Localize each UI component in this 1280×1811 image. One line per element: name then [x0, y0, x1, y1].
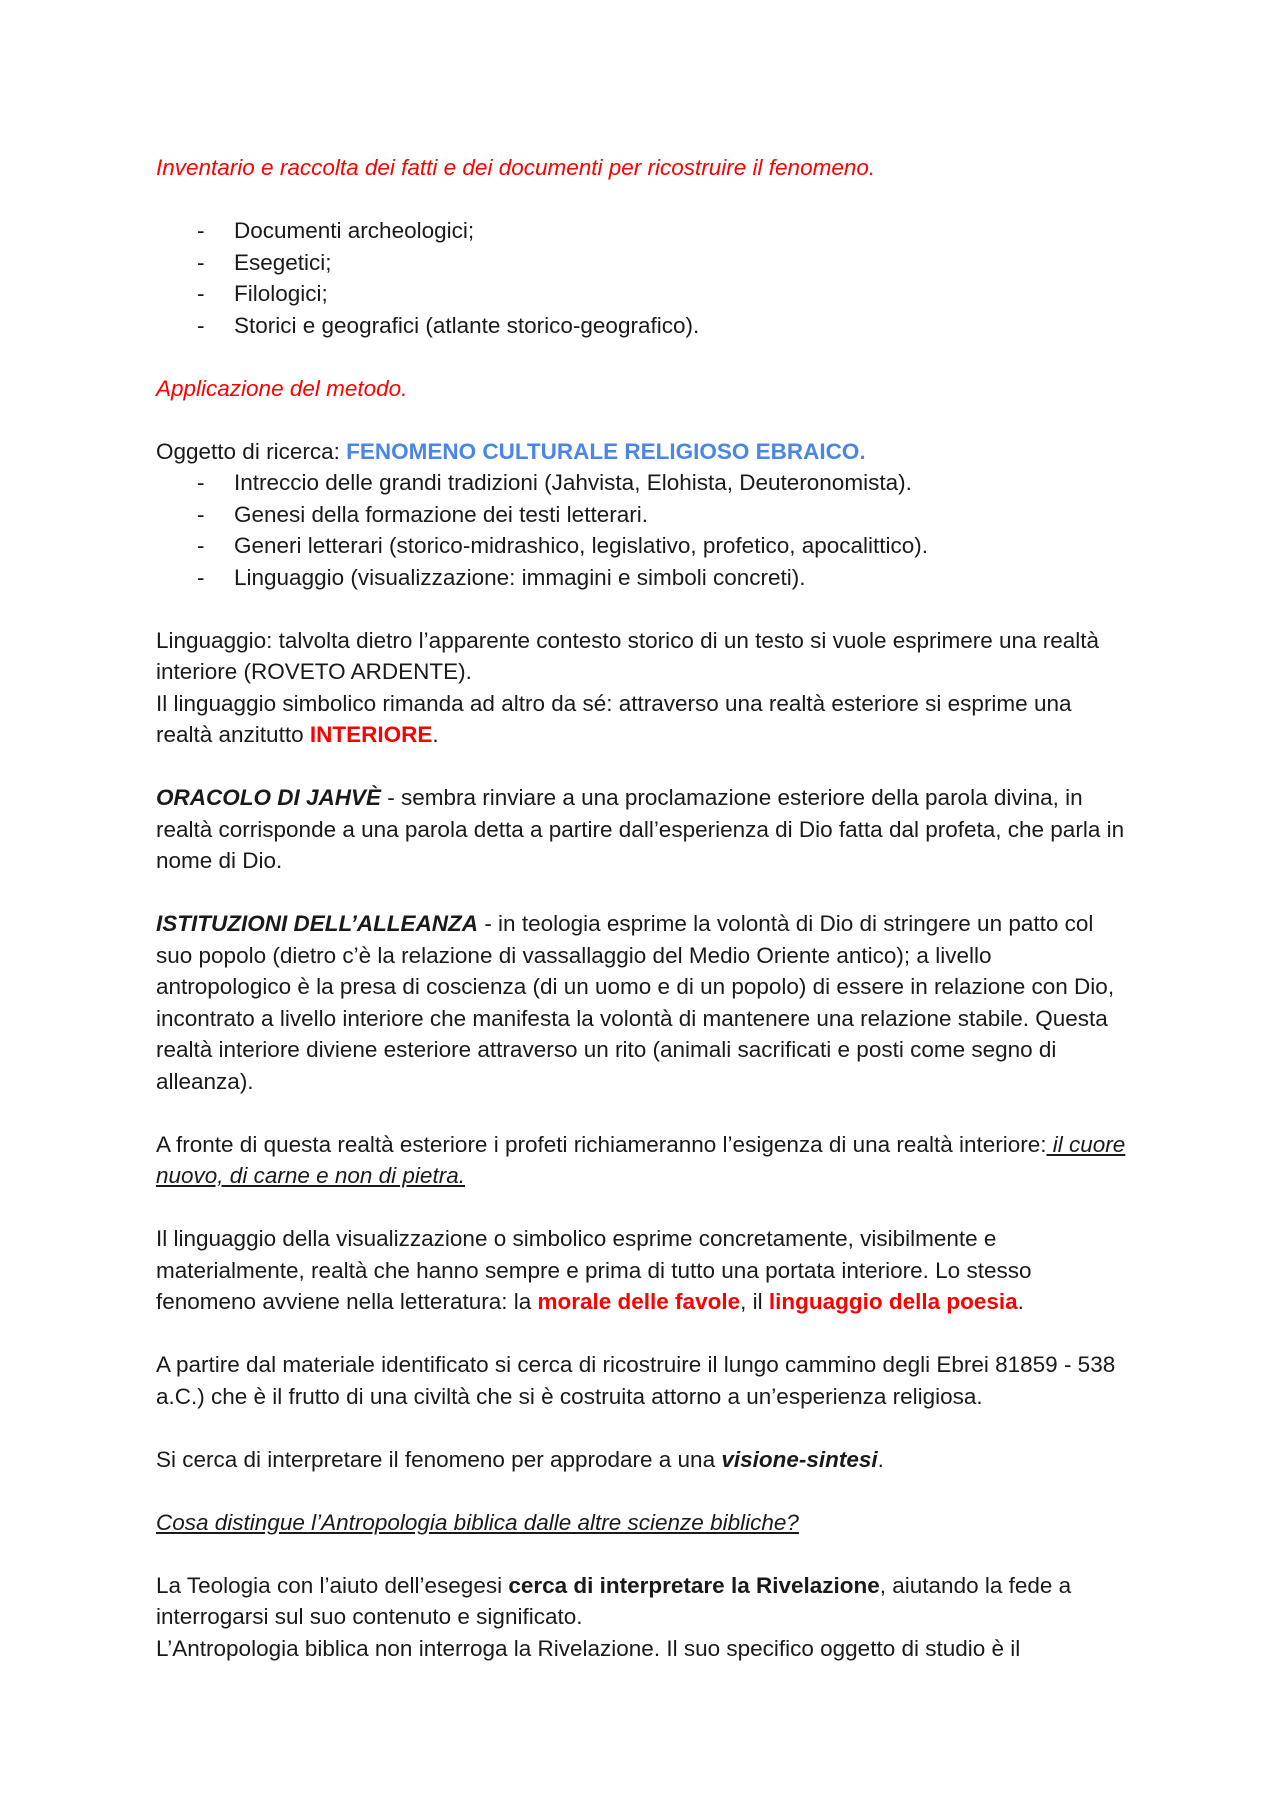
list-item: - Linguaggio (visualizzazione: immagini e simboli concreti).: [156, 562, 1130, 594]
antropologia-paragraph: L’Antropologia biblica non interroga la Rivelazione. Il suo specifico oggetto di studio è il: [156, 1635, 1021, 1661]
teologia-paragraph: [156, 1570, 1130, 1633]
question-heading: Cosa distingue l’Antropologia biblica dalle altre scienze bibliche?: [156, 1509, 799, 1535]
linguaggio-paragraph: Linguaggio: talvolta dietro l’apparente contesto storico di un testo si vuole esprimere una realtà interiore (ROVETO ARDENTE).: [156, 627, 1100, 684]
sintesi-paragraph: [156, 1444, 1130, 1476]
sintesi-text: Si cerca di interpretare il fenomeno per approdare a una: [156, 1446, 722, 1472]
visualizzazione-end: .: [1017, 1289, 1024, 1314]
list-item: - Filologici;: [156, 278, 1130, 310]
simbolico-text: Il linguaggio simbolico rimanda ad altro da sé: attraverso una realtà esteriore si esprime una realtà anzitutto: [156, 690, 1072, 747]
poesia-highlight: linguaggio della poesia: [768, 1289, 1018, 1314]
teologia-end: , aiutando la fede a interrogarsi sul suo contenuto e significato.: [156, 1572, 1072, 1629]
visualizzazione-text: Il linguaggio della visualizzazione o simbolico esprime concretamente, visibilmente e materialmente, realtà che hanno sempre e prima di tutto una portata interiore. Lo stesso fenomeno avviene nella letteratura: la: [156, 1226, 1032, 1314]
list-item: - Intreccio delle grandi tradizioni (Jahvista, Elohista, Deuteronomista).: [156, 467, 1130, 499]
list-item: - Esegetici;: [156, 247, 1130, 279]
fronte-paragraph: [156, 1129, 1130, 1192]
list-item: - Genesi della formazione dei testi letterari.: [156, 499, 1130, 531]
list-item: - Documenti archeologici;: [156, 215, 1130, 247]
morale-highlight: morale delle favole: [537, 1289, 741, 1314]
oggetto-value: FENOMENO CULTURALE RELIGIOSO EBRAICO.: [346, 438, 866, 464]
oggetto-list: [156, 467, 1130, 593]
heading-inventario: Inventario e raccolta dei fatti e dei documenti per ricostruire il fenomeno.: [156, 155, 876, 180]
simbolico-paragraph: [156, 688, 1130, 751]
oggetto-label: Oggetto di ricerca:: [156, 438, 347, 464]
partire-paragraph: A partire dal materiale identificato si cerca di ricostruire il lungo cammino degli Ebrei 81859 - 538 a.C.) che è il frutto di una civiltà che si è costruita attorno a un’esperienza religiosa.: [156, 1352, 1116, 1409]
rivelazione-highlight: cerca di interpretare la Rivelazione: [508, 1572, 880, 1598]
visione-sintesi: visione-sintesi: [721, 1446, 878, 1472]
teologia-text: La Teologia con l’aiuto dell’esegesi: [156, 1572, 509, 1598]
cuore-nuovo-quote: il cuore nuovo, di carne e non di pietra.: [156, 1131, 1126, 1188]
sintesi-end: .: [877, 1446, 884, 1472]
istituzioni-text: - in teologia esprime la volontà di Dio di stringere un patto col suo popolo (dietro c’è la relazione di vassallaggio del Medio Oriente antico); a livello antropologico è la presa di coscienza (di un uomo e di un popolo) di essere in relazione con Dio, incontrato a livello interiore che manifesta la volontà di mantenere una relazione stabile. Questa realtà interiore diviene esteriore attraverso un rito (animali sacrificati e posti come segno di alleanza).: [156, 911, 1115, 1094]
oracolo-text: - sembra rinviare a una proclamazione esteriore della parola divina, in realtà corrisponde a una parola detta a partire dall’esperienza di Dio fatta dal profeta, che parla in nome di Dio.: [156, 785, 1125, 873]
visualizzazione-mid: , il: [740, 1289, 769, 1314]
documents-list: [156, 215, 1130, 341]
simbolico-end: .: [432, 722, 439, 747]
list-item: - Storici e geografici (atlante storico-geografico).: [156, 310, 1130, 342]
interiore-highlight: INTERIORE: [309, 722, 433, 747]
istituzioni-term: ISTITUZIONI DELL’ALLEANZA: [156, 911, 479, 936]
istituzioni-paragraph: [156, 908, 1130, 1097]
list-item: - Generi letterari (storico-midrashico, legislativo, profetico, apocalittico).: [156, 530, 1130, 562]
oracolo-paragraph: [156, 782, 1130, 877]
fronte-text: A fronte di questa realtà esteriore i profeti richiameranno l’esigenza di una realtà interiore:: [156, 1131, 1047, 1157]
oggetto-paragraph: [156, 436, 1130, 468]
oracolo-term: ORACOLO DI JAHVÈ: [156, 785, 382, 810]
visualizzazione-paragraph: [156, 1223, 1130, 1318]
heading-applicazione: Applicazione del metodo.: [156, 375, 408, 401]
